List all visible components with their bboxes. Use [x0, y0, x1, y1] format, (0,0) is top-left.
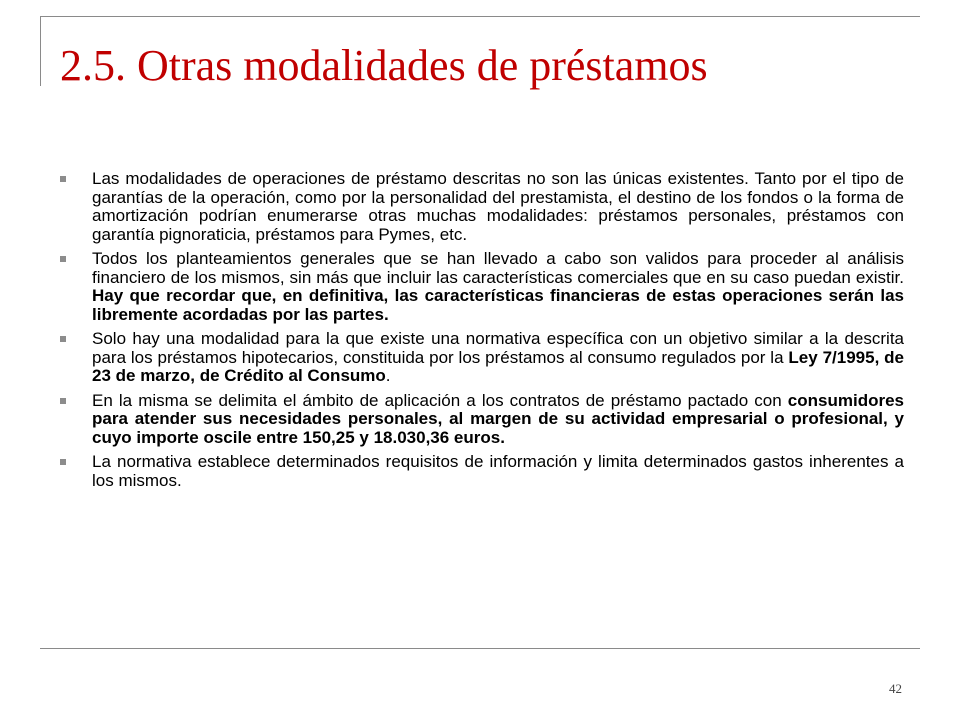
bullet-item	[58, 250, 904, 324]
bullet-text: Las modalidades de operaciones de préstamo descritas no son las únicas existentes. Tanto por el tipo de garantías de la operación, como por la personalidad del prestamista, el destino de los fondos o la forma de amortización podrían enumerarse otras muchas modalidades: préstamos personales, préstamos con garantía pignoraticia, préstamos para Pymes, etc.	[92, 169, 904, 244]
bullet-item	[58, 392, 904, 448]
footer-rule	[40, 648, 920, 649]
bullet-text-bold: Ley 7/1995, de 23 de marzo, de Crédito al Consumo	[92, 347, 904, 385]
bullet-text-bold: Hay que recordar que, en definitiva, las características financieras de estas operaciones serán las libremente acordadas por las partes.	[92, 286, 904, 324]
frame-horizontal-rule	[40, 16, 920, 17]
square-bullet-icon	[60, 336, 66, 342]
frame-vertical-rule	[40, 16, 41, 86]
square-bullet-icon	[60, 256, 66, 262]
bullet-item	[58, 330, 904, 386]
bullet-text: Solo hay una modalidad para la que existe una normativa específica con un objetivo similar a la descrita para los préstamos hipotecarios, constituida por los préstamos al consumo regulados por la	[92, 329, 904, 367]
slide-title: 2.5. Otras modalidades de préstamos	[60, 41, 708, 90]
square-bullet-icon	[60, 398, 66, 404]
bullet-text: .	[385, 366, 391, 385]
bullet-item	[58, 170, 904, 244]
bullet-text: Todos los planteamientos generales que se han llevado a cabo son validos para proceder al análisis financiero de los mismos, sin más que incluir las características comerciales que en su caso puedan existir.	[92, 249, 904, 287]
page-number: 42	[889, 681, 902, 696]
bullet-item	[58, 453, 904, 490]
square-bullet-icon	[60, 176, 66, 182]
bullet-list	[58, 170, 904, 496]
bullet-text-bold: consumidores para atender sus necesidades personales, al margen de su actividad empresarial o profesional, y cuyo importe oscile entre 150,25 y 18.030,36 euros.	[92, 390, 904, 447]
bullet-text: La normativa establece determinados requisitos de información y limita determinados gastos inherentes a los mismos.	[92, 452, 904, 490]
square-bullet-icon	[60, 459, 66, 465]
bullet-text: En la misma se delimita el ámbito de aplicación a los contratos de préstamo pactado con	[92, 390, 788, 410]
